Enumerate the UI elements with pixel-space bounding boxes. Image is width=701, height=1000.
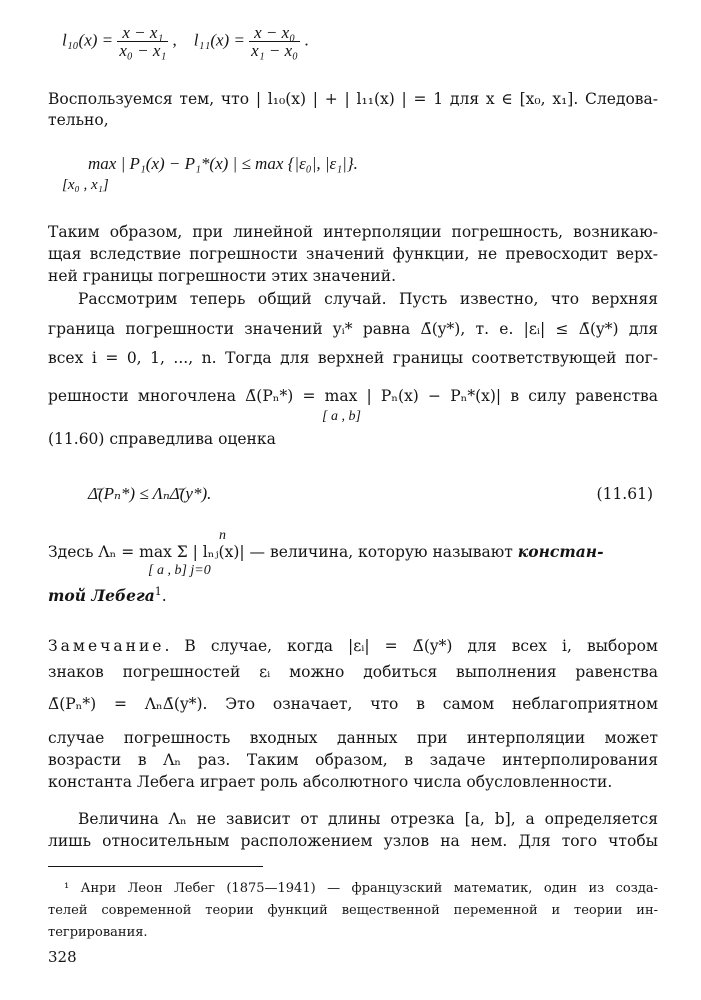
p4-line2	[48, 586, 658, 606]
footnote-rule	[48, 866, 263, 867]
max-formula: max | P₁(x) − P₁*(x) | ≤ max {|ε₀|, |ε₁|}.	[88, 154, 358, 173]
p4-line1-term: констан-	[517, 542, 604, 561]
remark-line6: константа Лебега играет роль абсолютного числа обусловленности.	[48, 773, 613, 791]
p3-line3: всех i = 0, 1, ..., n. Тогда для верхней границы соответствующей пог-	[48, 349, 658, 367]
remark-line1	[48, 636, 658, 656]
p4-line2-term: той Лебега	[48, 586, 155, 605]
p2-line2: щая вследствие погрешности значений функции, не превосходит верх-	[48, 245, 658, 263]
p3-line4: решности многочлена Δ̄(Pₙ*) = max | Pₙ(x) − Pₙ*(x)| в силу равенства	[48, 387, 658, 405]
p4-line2-end: .	[161, 587, 167, 605]
remark-word: Замечание	[48, 637, 165, 655]
p4-line1-text: Здесь Λₙ = max Σ | lₙⱼ(x)| — величина, которую называют	[48, 543, 518, 561]
l10-lhs: l₁₀(x) =	[62, 30, 114, 50]
p1-line1: Воспользуемся тем, что | l₁₀(x) | + | l₁₁(x) | = 1 для x ∈ [x₀, x₁]. Следова-	[48, 90, 658, 108]
p4-under: [ a , b] j=0	[148, 563, 211, 578]
l11-fraction	[249, 24, 300, 59]
page-number: 328	[48, 948, 77, 966]
remark-line5: возрасти в Λₙ раз. Таким образом, в задаче интерполирования	[48, 751, 658, 769]
p5-line1: Величина Λₙ не зависит от длины отрезка [a, b], а определяется	[78, 810, 658, 828]
remark-line2: знаков погрешностей εᵢ можно добиться выполнения равенства	[48, 663, 658, 681]
p4-line1	[48, 542, 658, 562]
l11-lhs: l₁₁(x) =	[193, 30, 245, 50]
footnote-line1: ¹ Анри Леон Лебег (1875—1941) — французский математик, один из созда-	[64, 881, 658, 896]
remark-line4: случае погрешность входных данных при интерполяции может	[48, 729, 658, 747]
p2-line3: ней границы погрешности этих значений.	[48, 267, 397, 285]
l10-denominator: x₀ − x₁	[119, 41, 167, 60]
l10-numerator: x − x₁	[117, 24, 168, 42]
p3-line2: граница погрешности значений yᵢ* равна Δ̄(y*), т. е. |εᵢ| ≤ Δ̄(y*) для	[48, 320, 658, 338]
p5-line2: лишь относительным расположением узлов на нем. Для того чтобы	[48, 832, 658, 850]
footnote-line2: телей современной теории функций вещественной переменной и теории ин-	[48, 903, 658, 918]
p1-line2: тельно,	[48, 111, 109, 129]
l10-fraction	[117, 24, 168, 59]
max-formula-under: [x₀ , x₁]	[62, 177, 109, 193]
formula-l10-l11	[62, 24, 309, 59]
remark-line3: Δ̄(Pₙ*) = ΛₙΔ̄(y*). Это означает, что в самом неблагоприятном	[48, 695, 658, 713]
p3-line5: (11.60) справедлива оценка	[48, 430, 276, 448]
l11-denominator: x₁ − x₀	[251, 41, 299, 60]
equation-11-61: Δ̄(Pₙ*) ≤ ΛₙΔ̄(y*).	[88, 484, 212, 503]
formula-period: .	[304, 30, 309, 50]
formula-comma: ,	[172, 30, 177, 50]
p3-line1: Рассмотрим теперь общий случай. Пусть известно, что верхняя	[78, 290, 658, 308]
footnote-line3: тегрирования.	[48, 925, 148, 940]
p2-line1: Таким образом, при линейной интерполяции погрешность, возникаю-	[48, 223, 658, 241]
l11-numerator: x − x₀	[249, 24, 300, 42]
equation-11-61-number: (11.61)	[596, 485, 653, 503]
p4-footnote-mark: 1	[154, 584, 162, 598]
p3-line4-under: [ a , b]	[322, 409, 361, 424]
p4-sum-top: n	[219, 528, 226, 543]
remark-line1-text: . В случае, когда |εᵢ| = Δ̄(y*) для всех i, выбором	[164, 637, 658, 655]
